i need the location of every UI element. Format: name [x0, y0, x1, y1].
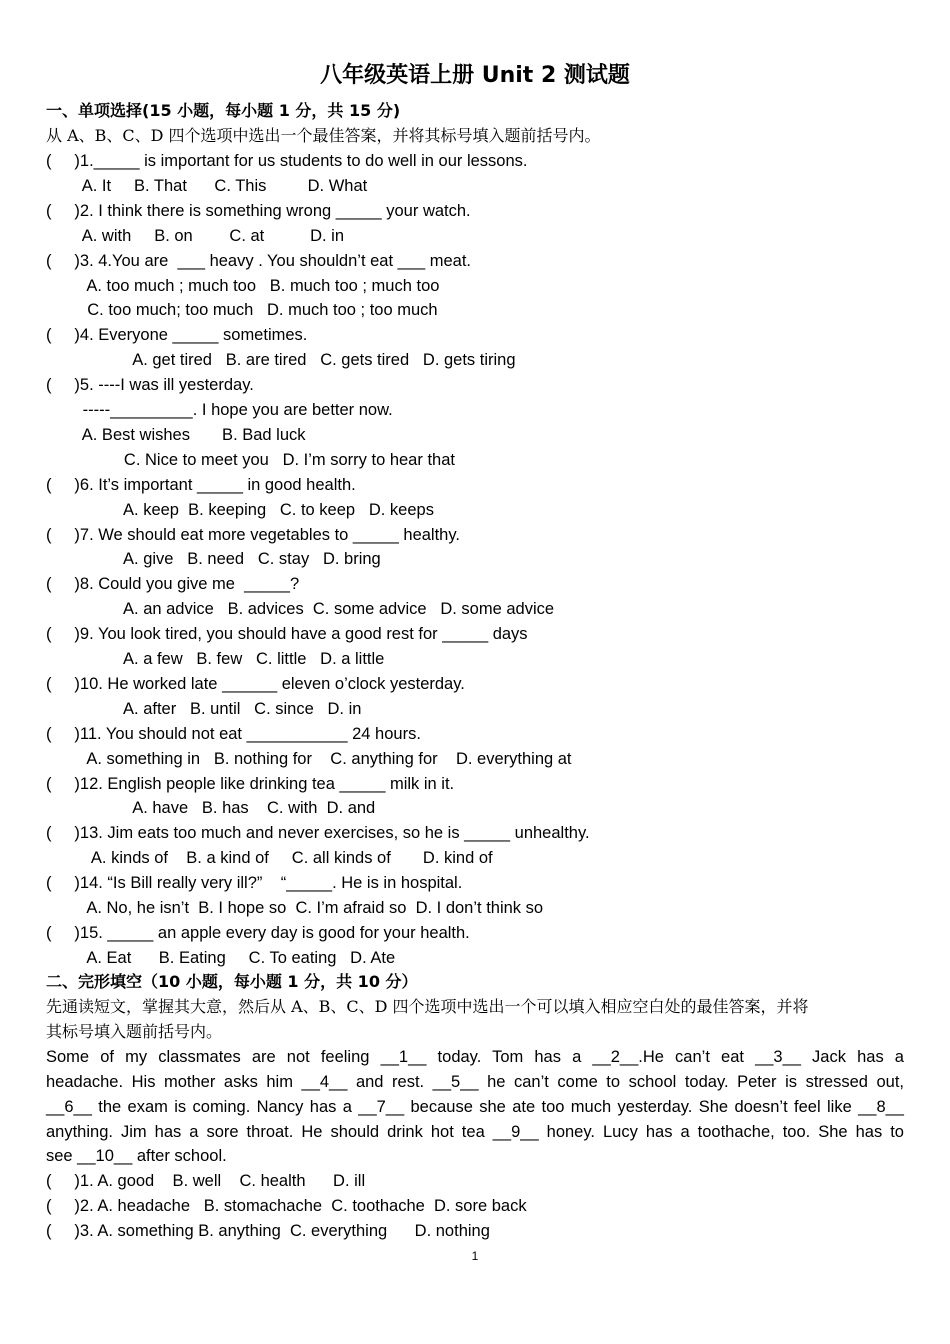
page-number: 1: [471, 1249, 479, 1263]
question-line: A. keep B. keeping C. to keep D. keeps: [46, 500, 434, 519]
document-title: 八年级英语上册 Unit 2 测试题: [320, 63, 630, 88]
question-line: ( )8. Could you give me _____?: [46, 575, 300, 594]
question-line: A. something in B. nothing for C. anything for D. everything at: [46, 749, 572, 768]
question-line: A. It B. That C. This D. What: [46, 176, 368, 195]
section2-heading: 二、完形填空（10 小题，每小题 1 分，共 10 分）: [46, 972, 418, 991]
passage-line: __6__ the exam is coming. Nancy has a __7__ because she ate too much yesterday. She doesn’t feel like __8__: [46, 1097, 904, 1116]
question-line: A. an advice B. advices C. some advice D. some advice: [46, 600, 555, 619]
question-line: C. too much; too much D. much too ; too much: [46, 301, 438, 320]
question-line: ( )13. Jim eats too much and never exercises, so he is _____ unhealthy.: [46, 824, 590, 843]
question-line: A. kinds of B. a kind of C. all kinds of D. kind of: [46, 849, 493, 868]
question-line: A. too much ; much too B. much too ; much too: [46, 276, 440, 295]
question-line: ( )15. _____ an apple every day is good for your health.: [46, 923, 470, 942]
question-line: -----_________. I hope you are better now.: [46, 401, 393, 419]
question-line: A. get tired B. are tired C. gets tired D. gets tiring: [46, 351, 516, 370]
question-line: A. No, he isn’t B. I hope so C. I’m afraid so D. I don’t think so: [46, 899, 544, 917]
question-line: A. have B. has C. with D. and: [46, 799, 376, 818]
question-line: ( )6. It’s important _____ in good health.: [46, 475, 356, 494]
cloze-question-line: ( )3. A. something B. anything C. everything D. nothing: [46, 1221, 490, 1240]
question-line: ( )9. You look tired, you should have a good rest for _____ days: [46, 625, 528, 644]
question-line: ( )3. 4.You are ___ heavy . You shouldn’t eat ___ meat.: [46, 251, 472, 270]
passage-line: headache. His mother asks him __4__ and rest. __5__ he can’t come to school today. Peter is stressed out,: [46, 1072, 904, 1091]
passage-line: anything. Jim has a sore throat. He should drink hot tea __9__ honey. Lucy has a toothache, too. She has to: [46, 1122, 904, 1141]
cloze-question-line: ( )1. A. good B. well C. health D. ill: [46, 1172, 366, 1190]
question-line: ( )11. You should not eat ___________ 24 hours.: [46, 724, 421, 743]
passage-line: Some of my classmates are not feeling __1__ today. Tom has a __2__.He can’t eat __3__ Jack has a: [46, 1048, 904, 1066]
passage-last-line: see __10__ after school.: [46, 1147, 227, 1165]
question-line: ( )4. Everyone _____ sometimes.: [46, 326, 308, 345]
question-line: ( )14. “Is Bill really very ill?” “_____. He is in hospital.: [46, 874, 463, 893]
question-line: A. with B. on C. at D. in: [46, 226, 345, 245]
question-line: ( )12. English people like drinking tea _____ milk in it.: [46, 774, 455, 793]
question-line: A. a few B. few C. little D. a little: [46, 650, 385, 668]
question-line: A. Best wishes B. Bad luck: [46, 425, 306, 444]
question-line: ( )10. He worked late ______ eleven o’clock yesterday.: [46, 674, 465, 693]
section2-instruction-line2: 其标号填入题前括号内。: [46, 1022, 223, 1041]
question-line: ( )1._____ is important for us students to do well in our lessons.: [46, 152, 528, 170]
cloze-question-line: ( )2. A. headache B. stomachache C. toothache D. sore back: [46, 1196, 527, 1215]
question-line: A. Eat B. Eating C. To eating D. Ate: [46, 948, 396, 967]
section1-instruction: 从 A、B、C、D 四个选项中选出一个最佳答案，并将其标号填入题前括号内。: [46, 126, 601, 145]
question-line: ( )5. ----I was ill yesterday.: [46, 376, 254, 395]
question-line: ( )2. I think there is something wrong _____ your watch.: [46, 201, 471, 220]
question-line: A. after B. until C. since D. in: [46, 699, 362, 718]
question-line: A. give B. need C. stay D. bring: [46, 550, 381, 569]
question-line: ( )7. We should eat more vegetables to _____ healthy.: [46, 525, 460, 544]
question-line: C. Nice to meet you D. I’m sorry to hear that: [46, 450, 455, 469]
section2-instruction-line1: 先通读短文，掌握其大意，然后从 A、B、C、D 四个选项中选出一个可以填入相应空白处的最佳答案，并将: [46, 997, 809, 1016]
section1-heading: 一、单项选择(15 小题，每小题 1 分，共 15 分): [46, 101, 401, 120]
